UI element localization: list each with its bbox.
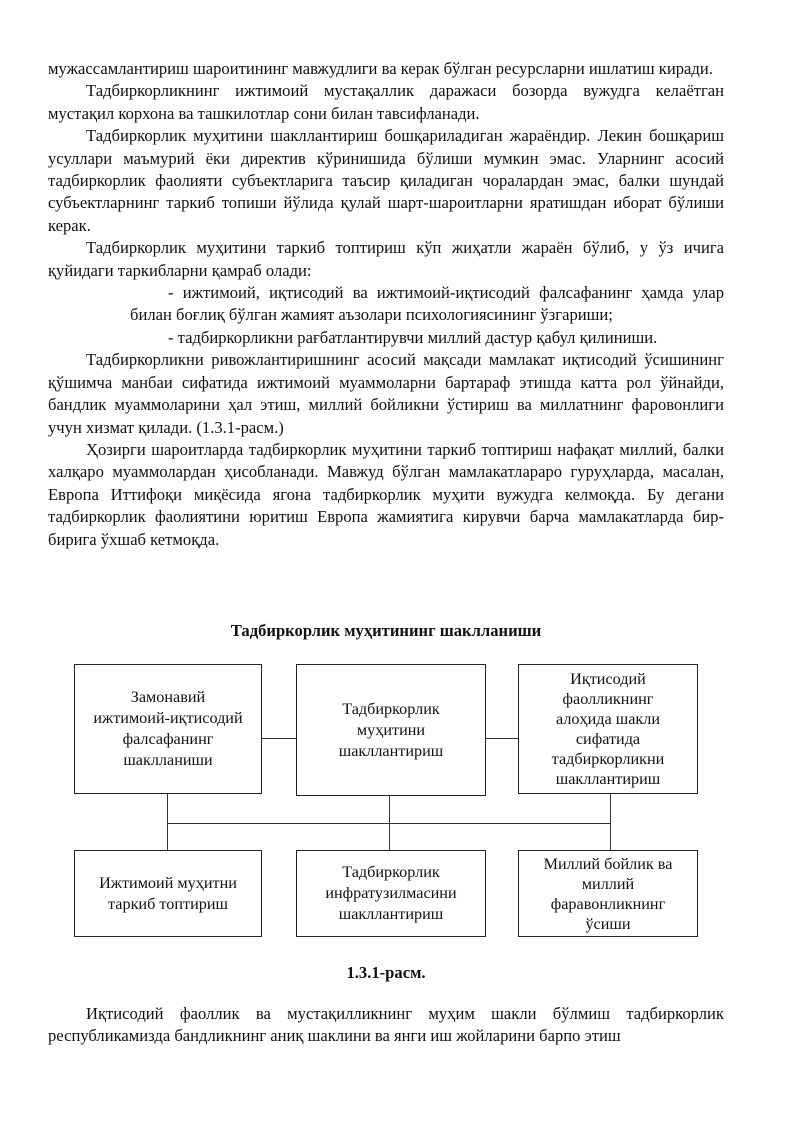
box-text-line: тадбиркорликни	[551, 750, 665, 768]
paragraph: Тадбиркорлик муҳитини таркиб топтириш кўп жиҳатли жараён бўлиб, у ўз ичига қуйидаги таркибларни қамраб олади:	[48, 238, 724, 280]
figure-caption: 1.3.1-расм.	[346, 963, 426, 982]
box-infrastructure	[296, 850, 486, 937]
body-text-bottom	[48, 1003, 724, 1048]
box-text-line: шаклланиши	[123, 751, 213, 769]
box-text-line: ўсиши	[585, 914, 631, 933]
box-business-environment	[296, 664, 486, 796]
box-text-line: ижтимоий-иқтисодий	[93, 709, 243, 727]
box-text-line: алоҳида шакли	[556, 710, 660, 728]
box-text-line: Тадбиркорлик	[342, 863, 440, 881]
box-text-line: Миллий бойлик ва	[543, 854, 673, 873]
list-item: - тадбиркорликни рағбатлантирувчи миллий дастур қабул қилиниши.	[168, 327, 658, 347]
box-text-line: фаолликнинг	[562, 690, 654, 708]
box-social-environment	[74, 850, 262, 937]
box-text-line: таркиб топтириш	[108, 894, 228, 913]
box-text-line: Иқтисодий	[570, 670, 646, 688]
box-text-line: Ижтимоий муҳитни	[99, 873, 237, 892]
box-text-line: шакллантириш	[338, 905, 444, 923]
paragraph: Тадбиркорликнинг ижтимоий мустақаллик даражаси бозорда вужудга келаётган мустақил корхона ва ташкилотлар сони билан тавсифланади.	[48, 81, 724, 123]
box-text-line: сифатида	[575, 730, 641, 748]
box-text-line: Тадбиркорлик	[342, 699, 440, 718]
box-national-wealth	[518, 850, 698, 937]
paragraph: мужассамлантириш шароитининг мавжудлиги ва керак бўлган ресурсларни ишлатиш киради.	[48, 59, 713, 78]
paragraph: Тадбиркорликни ривожлантиришнинг асосий мақсади мамлакат иқтисодий ўсишининг қўшимча манбаи сифатида ижтимоий муаммоларни бартараф этишда катта рол ўйнайди, бандлик муаммоларини ҳал этиш, миллий бойликни ўстириш ва миллатнинг фаровонлиги учун хизмат қилади. (1.3.1-расм.)	[48, 350, 724, 437]
box-modern-philosophy	[74, 664, 262, 794]
box-text-line: Замонавий	[130, 688, 206, 706]
box-text-line: муҳитини	[356, 720, 426, 739]
connector-line	[262, 738, 296, 739]
box-text-line: миллий	[581, 874, 635, 893]
paragraph: Ҳозирги шароитларда тадбиркорлик муҳитини таркиб топтириш нафақат миллий, балки халқаро муаммолардан ҳисобланади. Мавжуд бўлган мамлакатлараро гуруҳларда, масалан, Европа Иттифоқи миқёсида ягона тадбиркорлик муҳити вужудга келмоқда. Бу дегани тадбиркорлик фаолиятини юритиш Европа жамиятига кирувчи барча мамлакатларда бир-бирига ўхшаб кетмоқда.	[48, 439, 724, 549]
box-text-line: инфратузилмасини	[325, 884, 457, 902]
diagram-title: Тадбиркорлик муҳитининг шаклланиши	[230, 621, 542, 640]
paragraph: Иқтисодий фаоллик ва мустақилликнинг муҳим шакли бўлмиш тадбиркорлик республикамизда бандликнинг аниқ шаклини ва янги иш жойларини барпо этиш	[48, 1004, 724, 1046]
box-text-line: фаравонликнинг	[550, 894, 666, 913]
box-economic-activity	[518, 664, 698, 794]
box-text-line: фалсафанинг	[122, 730, 214, 748]
box-text-line: шакллантириш	[555, 770, 661, 788]
connector-line	[167, 823, 611, 824]
box-text-line: шакллантириш	[338, 741, 444, 760]
list-item: - ижтимоий, иқтисодий ва ижтимоий-иқтисодий фалсафанинг ҳамда улар билан боғлиқ бўлган жамият аъзолари психологиясининг ўзгариши;	[130, 283, 724, 325]
connector-line	[610, 794, 611, 850]
paragraph: Тадбиркорлик муҳитини шакллантириш бошқариладиган жараёндир. Лекин бошқариш усуллари маъмурий ёки директив кўринишида бўлиши мумкин эмас. Уларнинг асосий тадбиркорлик фаолияти субъектларига таъсир қиладиган чоралардан эмас, балки шундай субъектларнинг таркиб топиши йўлида қулай шарт-шароитларни яратишдан иборат бўлиши керак.	[48, 126, 724, 235]
connector-line	[486, 738, 518, 739]
connector-line	[167, 794, 168, 850]
